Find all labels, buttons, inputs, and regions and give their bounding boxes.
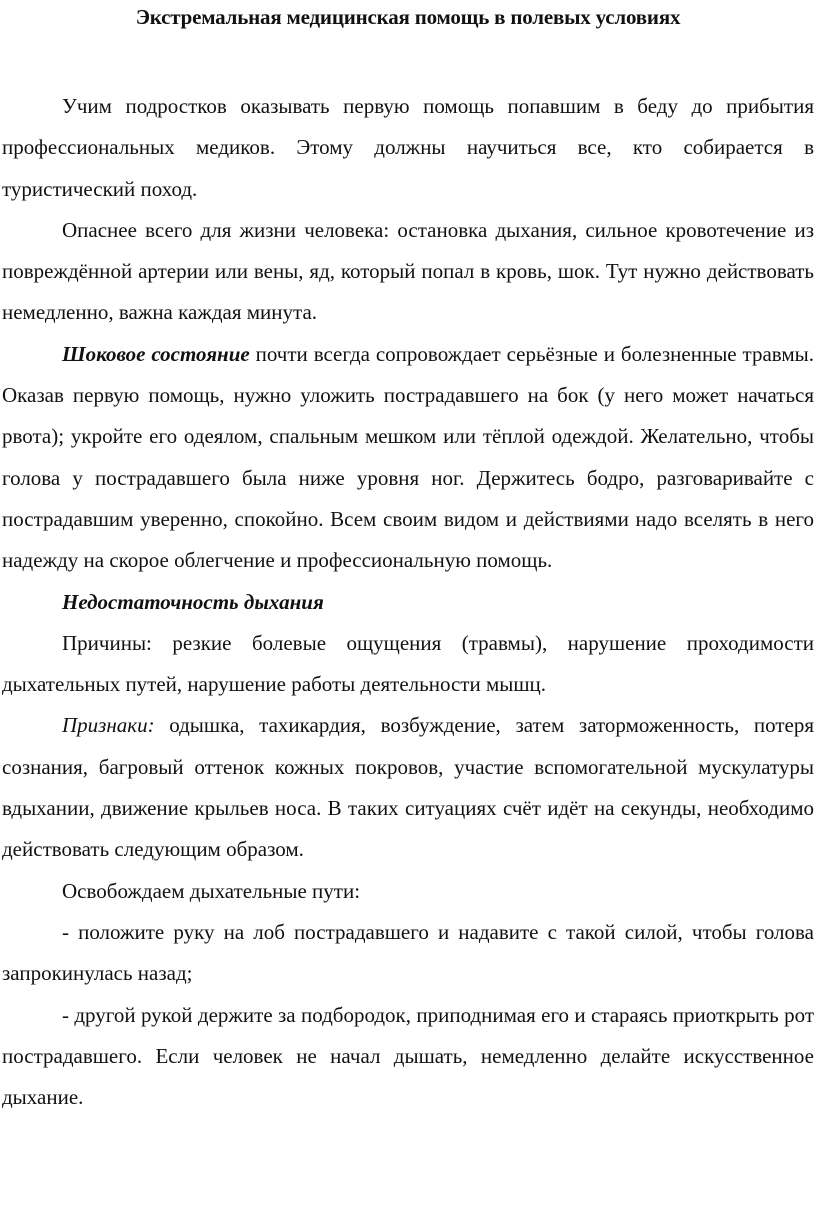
paragraph-signs [2, 705, 814, 870]
paragraph-step-1: - положите руку на лоб пострадавшего и надавите с такой силой, чтобы голова запрокинулась назад; [2, 919, 814, 986]
paragraph-dangers: Опаснее всего для жизни человека: остановка дыхания, сильное кровотечение из повреждённой артерии или вены, яд, который попал в кровь, шок. Тут нужно действовать немедленно, важна каждая минута. [2, 217, 814, 325]
signs-text: одышка, тахикардия, возбуждение, затем заторможенность, потеря сознания, багровый оттенок кожных покровов, участие вспомогательной мускулатуры вдыхании, движение крыльев носа. В таких ситуациях счёт идёт на секунды, необходимо действовать следующим образом. [2, 713, 814, 862]
paragraph-shock [2, 334, 814, 582]
document-title: Экстремальная медицинская помощь в полевых условиях [135, 5, 681, 29]
paragraph-airways: Освобождаем дыхательные пути: [62, 878, 361, 903]
section-heading [2, 582, 814, 623]
section-heading-text: Недостаточность дыхания [62, 589, 324, 614]
signs-label: Признаки: [62, 713, 155, 738]
paragraph-step-2: - другой рукой держите за подбородок, приподнимая его и стараясь приоткрыть рот пострадавшего. Если человек не начал дышать, немедленно делайте искусственное дыхание. [2, 1002, 814, 1110]
title-spacer [2, 45, 814, 86]
shock-text: почти всегда сопровождает серьёзные и болезненные травмы. Оказав первую помощь, нужно уложить пострадавшего на бок (у него может начаться рвота); укройте его одеялом, спальным мешком или тёплой одеждой. Желательно, чтобы голова у пострадавшего была ниже уровня ног. Держитесь бодро, разговаривайте с пострадавшим уверенно, спокойно. Всем своим видом и действиями надо вселять в него надежду на скорое облегчение и профессиональную помощь. [2, 341, 814, 573]
paragraph-causes: Причины: резкие болевые ощущения (травмы), нарушение проходимости дыхательных путей, нарушение работы деятельности мышц. [2, 630, 814, 697]
shock-term: Шоковое состояние [62, 341, 250, 366]
paragraph-intro: Учим подростков оказывать первую помощь попавшим в беду до прибытия профессиональных медиков. Этому должны научиться все, кто собирается в туристический поход. [2, 94, 814, 201]
